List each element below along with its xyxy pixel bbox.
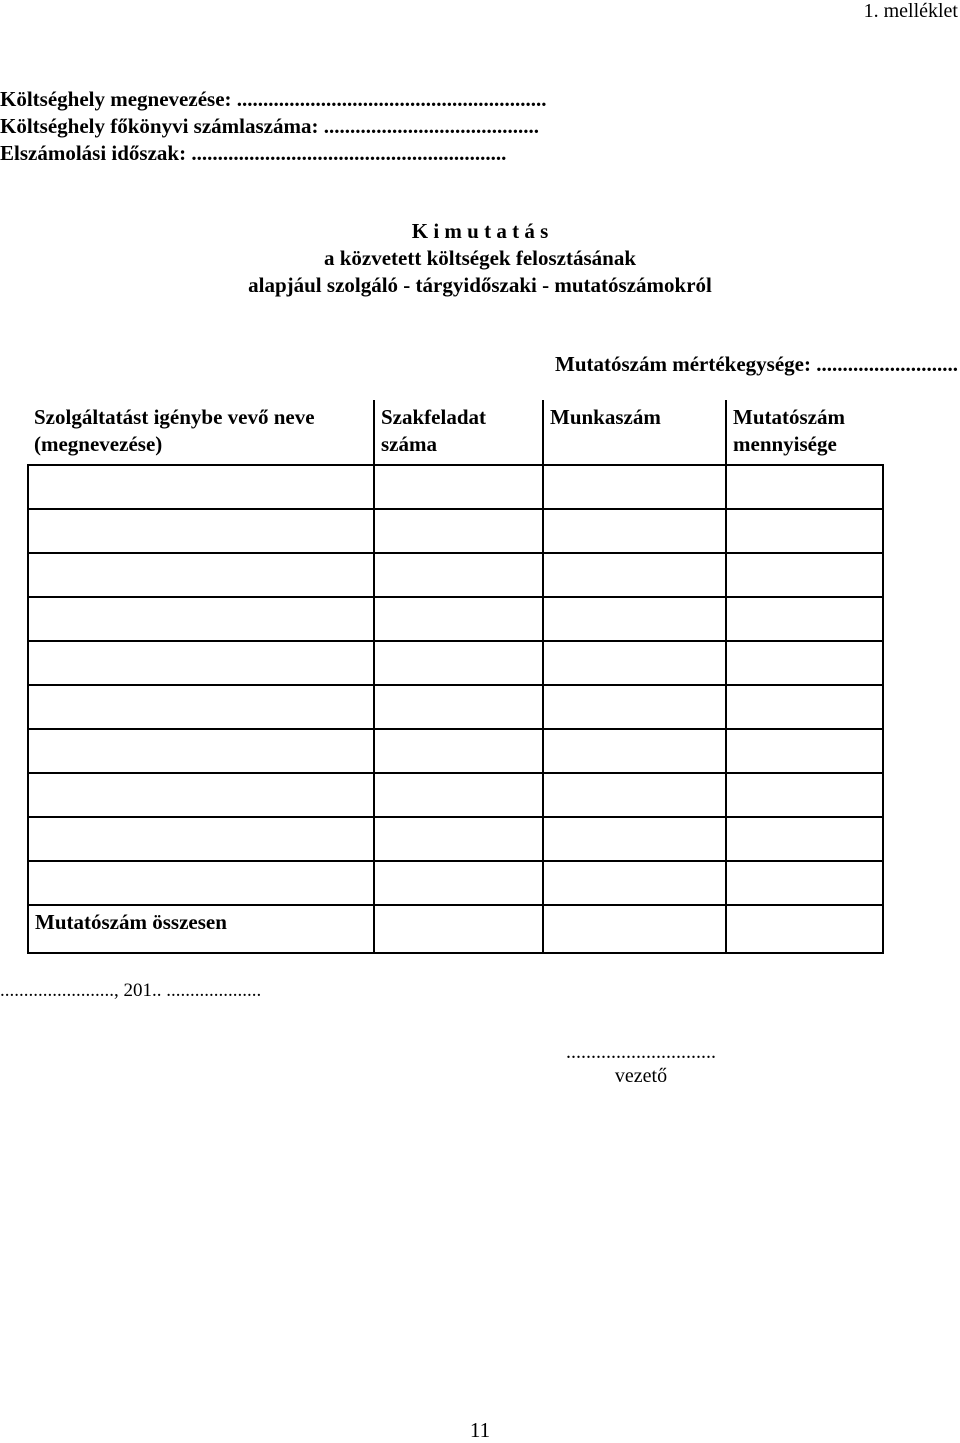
table-row [28,817,883,861]
table-cell[interactable] [543,641,726,685]
table-cell[interactable] [543,553,726,597]
table-cell[interactable] [726,861,883,905]
table-row [28,553,883,597]
signature-block [566,1040,716,1088]
table-cell[interactable] [28,641,374,685]
table-cell[interactable] [374,597,543,641]
table-cell[interactable] [374,465,543,509]
column-header-customer: Szolgáltatást igénybe vevő neve (megnevezése) [28,400,374,465]
table-cell[interactable] [28,729,374,773]
table-cell[interactable] [726,509,883,553]
annex-label: 1. melléklet [863,0,958,22]
table-cell[interactable] [726,729,883,773]
table-cell[interactable] [726,641,883,685]
total-label: Mutatószám összesen [28,905,374,953]
table-row [28,597,883,641]
table-cell[interactable] [28,773,374,817]
table-row [28,641,883,685]
table-header-row [28,400,883,465]
table-cell[interactable] [543,509,726,553]
table-cell[interactable] [543,685,726,729]
table-row [28,465,883,509]
column-header-task-number: Szakfeladat száma [374,400,543,465]
table-row [28,509,883,553]
total-cell[interactable] [726,905,883,953]
indicator-unit-field: Mutatószám mértékegysége: ........................... [555,352,958,376]
table-cell[interactable] [374,861,543,905]
table-row [28,685,883,729]
table-cell[interactable] [543,861,726,905]
table-cell[interactable] [374,773,543,817]
table-cell[interactable] [28,597,374,641]
table-cell[interactable] [374,729,543,773]
table-cell[interactable] [543,773,726,817]
table-cell[interactable] [543,817,726,861]
table-cell[interactable] [28,685,374,729]
total-row [28,905,883,953]
table-cell[interactable] [374,641,543,685]
table-cell[interactable] [374,685,543,729]
cost-center-name-field: Költséghely megnevezése: ........................................................... [0,87,547,111]
table-cell[interactable] [726,465,883,509]
table-cell[interactable] [726,773,883,817]
table-row [28,861,883,905]
table-row [28,729,883,773]
column-header-work-number: Munkaszám [543,400,726,465]
page-number: 11 [469,1418,491,1442]
total-cell[interactable] [543,905,726,953]
table-row [28,773,883,817]
signature-line: .............................. [566,1041,716,1063]
total-cell[interactable] [374,905,543,953]
cost-center-ledger-field: Költséghely főkönyvi számlaszáma: ......................................... [0,114,539,138]
table-cell[interactable] [374,553,543,597]
table-cell[interactable] [28,861,374,905]
column-header-indicator-quantity: Mutatószám mennyisége [726,400,883,465]
signature-role: vezető [614,1065,668,1087]
place-date-line: ........................, 201.. .................... [0,980,262,1001]
table-cell[interactable] [28,553,374,597]
table-cell[interactable] [28,509,374,553]
table-cell[interactable] [543,597,726,641]
document-subtitle-line1: a közvetett költségek felosztásának [323,246,637,270]
table-cell[interactable] [28,817,374,861]
table-cell[interactable] [726,817,883,861]
table-cell[interactable] [726,553,883,597]
indicator-table [27,400,884,954]
settlement-period-field: Elszámolási időszak: ............................................................ [0,141,507,165]
table-cell[interactable] [726,597,883,641]
table-cell[interactable] [543,465,726,509]
table-cell[interactable] [374,509,543,553]
table-cell[interactable] [374,817,543,861]
table-cell[interactable] [28,465,374,509]
document-title: K i m u t a t á s [411,219,549,243]
document-subtitle-line2: alapjául szolgáló - tárgyidőszaki - mutatószámokról [248,273,712,297]
table-cell[interactable] [543,729,726,773]
table-cell[interactable] [726,685,883,729]
